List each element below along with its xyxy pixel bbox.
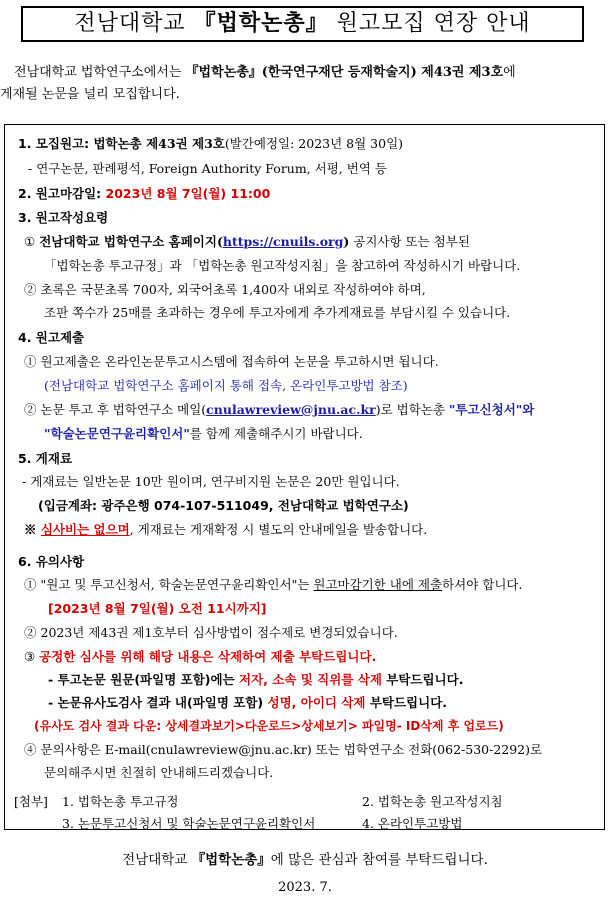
attachment-2: 2. 법학논총 원고작성지침 xyxy=(362,794,503,809)
email-submission-text-c: 를 함께 제출해주시기 바랍니다. xyxy=(189,426,363,441)
closing-text: 에 많은 관심과 참여를 부탁드립니다. xyxy=(270,852,488,868)
section-3-item-1 xyxy=(24,233,470,251)
bullet-1-tail: 부탁드립니다. xyxy=(381,672,464,687)
email-submission-text-b: )로 법학논총 xyxy=(375,402,449,417)
title-box xyxy=(21,6,584,42)
section-6-heading: 6. 유의사항 xyxy=(18,554,85,569)
closing-university: 전남대학교 xyxy=(122,852,192,868)
item-number: ① xyxy=(24,234,36,249)
section-1-issue: 법학논총 제43권 제3호 xyxy=(93,136,225,151)
item-number: ② xyxy=(24,282,37,297)
title-journal: 『법학논총』 xyxy=(193,11,329,36)
review-fee-note-rest: , 게재료는 게재확정 시 별도의 안내메일을 발송합니다. xyxy=(129,522,428,537)
intro-paragraph xyxy=(0,62,610,106)
section-2-heading xyxy=(18,185,270,203)
section-6-item-4 xyxy=(24,741,542,759)
closing-journal: 『법학논총』 xyxy=(191,852,271,868)
section-4-item-1-line-2: (전남대학교 법학연구소 홈페이지 통해 접속, 온라인투고방법 참조) xyxy=(44,378,408,393)
bullet-2-tail: 부탁드립니다. xyxy=(365,695,448,710)
submission-instruction: 원고제출은 온라인논문투고시스템에 접속하여 논문을 투고하시면 됩니다. xyxy=(40,354,439,369)
application-form-name: "투고신청서"와 xyxy=(448,402,535,417)
section-5-heading: 5. 게재료 xyxy=(18,451,73,466)
deadline-reminder: [2023년 8월 7일(월) 오전 11시까지] xyxy=(48,601,267,616)
intro-journal-info: 『법학논총』(한국연구재단 등재학술지) 제43권 제3호 xyxy=(185,65,504,80)
bullet-1-text: - 투고논문 원문(파일명 포함)에는 xyxy=(48,672,239,687)
anonymize-bullet-2 xyxy=(48,694,447,712)
review-fee-note xyxy=(24,521,427,539)
section-3-heading: 3. 원고작성요령 xyxy=(18,210,109,225)
section-6-item-1 xyxy=(24,576,522,594)
title-notice: 원고모집 연장 안내 xyxy=(336,11,531,36)
page-title xyxy=(23,8,582,39)
section-2-title: 2. 원고마감일: xyxy=(18,186,106,201)
section-3-item-2 xyxy=(24,281,426,299)
delete-author-info: 저자, 소속 및 직위를 삭제 xyxy=(239,672,382,687)
ethics-form-name: "학술논문연구윤리확인서" xyxy=(44,426,190,441)
scoring-change-note: 2023년 제43권 제1호부터 심사방법이 점수제로 변경되었습니다. xyxy=(40,625,398,640)
section-4-item-1 xyxy=(24,353,439,371)
bullet-2-text: - 논문유사도검사 결과 내(파일명 포함) xyxy=(48,695,268,710)
documents-text-b: 하셔야 합니다. xyxy=(442,577,523,592)
item-number: ② xyxy=(24,402,37,417)
homepage-label: 전남대학교 법학연구소 홈페이지( xyxy=(39,234,223,249)
homepage-close: ) xyxy=(343,234,350,249)
publication-fee: - 게재료는 일반논문 10만 원이며, 연구비지원 논문은 20만 원입니다. xyxy=(22,474,400,489)
similarity-download-steps: (유사도 검사 결과 다운: 상세결과보기>다운로드>상세보기> 파일명- ID삭제 후 업로드) xyxy=(34,719,504,733)
item-number: ① xyxy=(24,354,37,369)
section-1-title: 1. 모집원고: xyxy=(18,136,94,151)
notice-date: 2023. 7. xyxy=(278,880,332,895)
documents-text: "원고 및 투고신청서, 학술논문연구윤리확인서"는 xyxy=(40,577,314,592)
submit-by-deadline: 원고마감기한 내에 제출 xyxy=(313,577,443,592)
attachments-label: [첨부] xyxy=(14,794,48,809)
anonymize-notice: 공정한 심사를 위해 해당 내용은 삭제하여 제출 부탁드립니다. xyxy=(39,649,377,664)
attachment-4: 4. 온라인투고방법 xyxy=(362,816,463,831)
section-6-item-3 xyxy=(24,648,376,666)
title-university: 전남대학교 xyxy=(74,11,186,36)
section-1-heading xyxy=(18,135,403,153)
anonymize-bullet-1 xyxy=(48,671,463,689)
section-1-pubdate: (발간예정일: 2023년 8월 30일) xyxy=(224,136,404,151)
contact-info: 문의사항은 E-mail(cnulawreview@jnu.ac.kr) 또는 법학연구소 전화(062-530-2292)로 xyxy=(40,742,543,757)
item-number: ③ xyxy=(24,649,36,664)
email-submission-text: 논문 투고 후 법학연구소 메일( xyxy=(40,402,207,417)
section-6-item-4-line-2: 문의해주시면 친절히 안내해드리겠습니다. xyxy=(44,765,274,780)
section-1-types: - 연구논문, 판례평석, Foreign Authority Forum, 서평, 번역 등 xyxy=(28,161,387,176)
bank-account: (입금계좌: 광주은행 074-107-511049, 전남대학교 법학연구소) xyxy=(38,498,409,513)
intro-line-2: 게재될 논문을 널리 모집합니다. xyxy=(0,87,180,102)
section-6-item-2 xyxy=(24,624,398,642)
note-mark: ※ xyxy=(24,522,41,537)
item-number: ② xyxy=(24,625,37,640)
homepage-link[interactable]: https://cnuils.org xyxy=(222,234,344,249)
no-review-fee: 심사비는 없으며 xyxy=(40,522,130,537)
attachment-1: 1. 법학논총 투고규정 xyxy=(62,794,179,809)
delete-name-id: 성명, 아이디 삭제 xyxy=(267,695,366,710)
intro-text-c: 에 xyxy=(503,65,516,80)
section-3-item-1-line-2: 「법학논총 투고규정」과 「법학논총 원고작성지침」을 참고하여 작성하시기 바랍니다. xyxy=(44,258,521,273)
deadline-date: 2023년 8월 7일(월) 11:00 xyxy=(105,186,271,201)
section-4-heading: 4. 원고제출 xyxy=(18,330,85,345)
abstract-length-rule: 초록은 국문초록 700자, 외국어초록 1,400자 내외로 작성하여야 하며, xyxy=(40,282,426,297)
item-number: ① xyxy=(24,577,37,592)
closing-message xyxy=(0,848,610,868)
intro-line-1 xyxy=(0,62,610,84)
intro-text-a: 전남대학교 법학연구소에서는 xyxy=(14,65,186,80)
email-link[interactable]: cnulawreview@jnu.ac.kr xyxy=(206,402,376,417)
item-number: ④ xyxy=(24,742,37,757)
attachment-3: 3. 논문투고신청서 및 학술논문연구윤리확인서 xyxy=(62,816,316,831)
section-4-item-2 xyxy=(24,401,534,419)
section-4-item-2-line-2 xyxy=(44,425,363,443)
section-3-item-1-rest: 공지사항 또는 첨부된 xyxy=(349,234,470,249)
section-3-item-2-line-2: 조판 쪽수가 25매를 초과하는 경우에 투고자에게 추가게재료를 부담시킬 수 있습니다. xyxy=(44,305,511,320)
